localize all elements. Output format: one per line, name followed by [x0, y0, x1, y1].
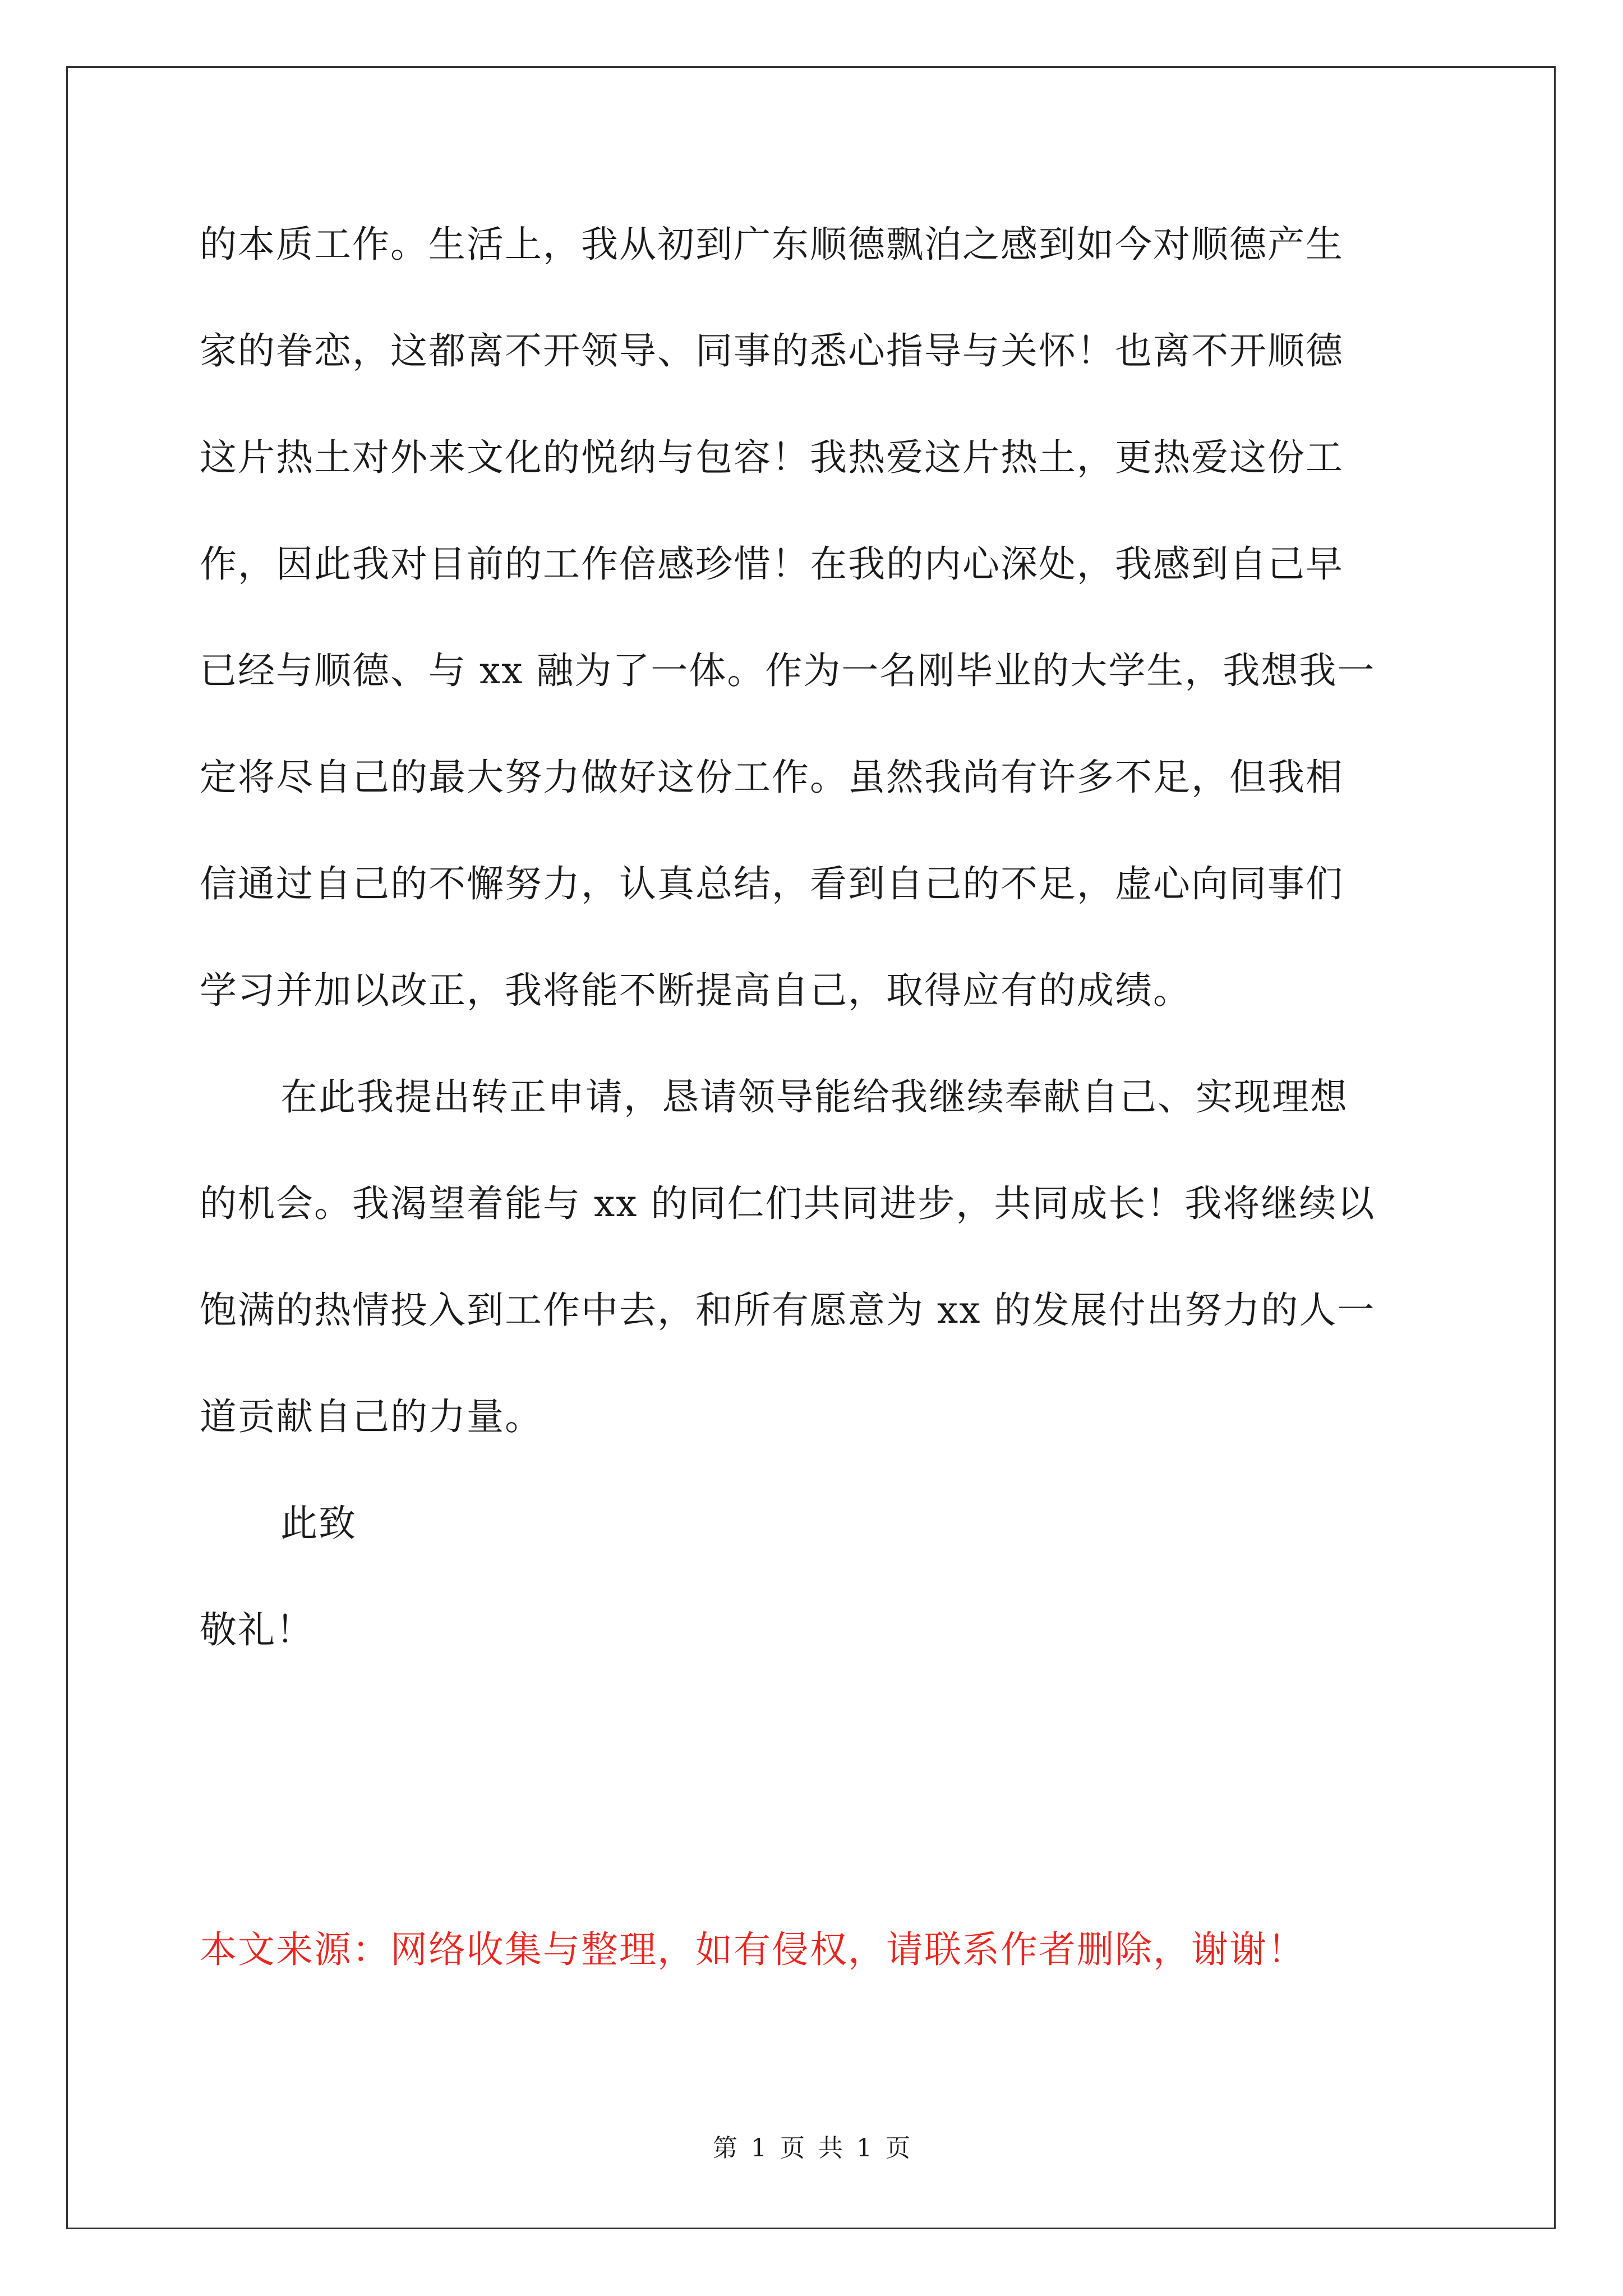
- body-line: 的机会。我渴望着能与 xx 的同仁们共同进步，共同成长！我将继续以: [200, 1182, 1376, 1225]
- closing-salutation: 此致: [280, 1502, 357, 1545]
- body-line: 学习并加以改正，我将能不断提高自己，取得应有的成绩。: [200, 969, 1191, 1012]
- body-line: 家的眷恋，这都离不开领导、同事的悉心指导与关怀！也离不开顺德: [200, 329, 1344, 372]
- body-line: 在此我提出转正申请，恳请领导能给我继续奉献自己、实现理想: [280, 1075, 1348, 1119]
- body-line: 道贡献自己的力量。: [200, 1395, 543, 1438]
- source-note: 本文来源：网络收集与整理，如有侵权，请联系作者删除，谢谢！: [200, 1928, 1306, 1971]
- body-line: 已经与顺德、与 xx 融为了一体。作为一名刚毕业的大学生，我想我一: [200, 649, 1376, 692]
- document-body: [200, 218, 1433, 1710]
- body-line: 的本质工作。生活上，我从初到广东顺德飘泊之感到如今对顺德产生: [200, 223, 1344, 266]
- body-line: 信通过自己的不懈努力，认真总结，看到自己的不足，虚心向同事们: [200, 862, 1344, 905]
- body-line: 定将尽自己的最大努力做好这份工作。虽然我尚有许多不足，但我相: [200, 756, 1344, 799]
- body-line: 作，因此我对目前的工作倍感珍惜！在我的内心深处，我感到自己早: [200, 542, 1344, 586]
- body-line: 这片热土对外来文化的悦纳与包容！我热爱这片热土，更热爱这份工: [200, 436, 1344, 479]
- body-line: 饱满的热情投入到工作中去，和所有愿意为 xx 的发展付出努力的人一: [200, 1289, 1376, 1332]
- closing-regards: 敬礼！: [200, 1608, 314, 1651]
- page-number-footer: 第 1 页 共 1 页: [713, 2134, 910, 2162]
